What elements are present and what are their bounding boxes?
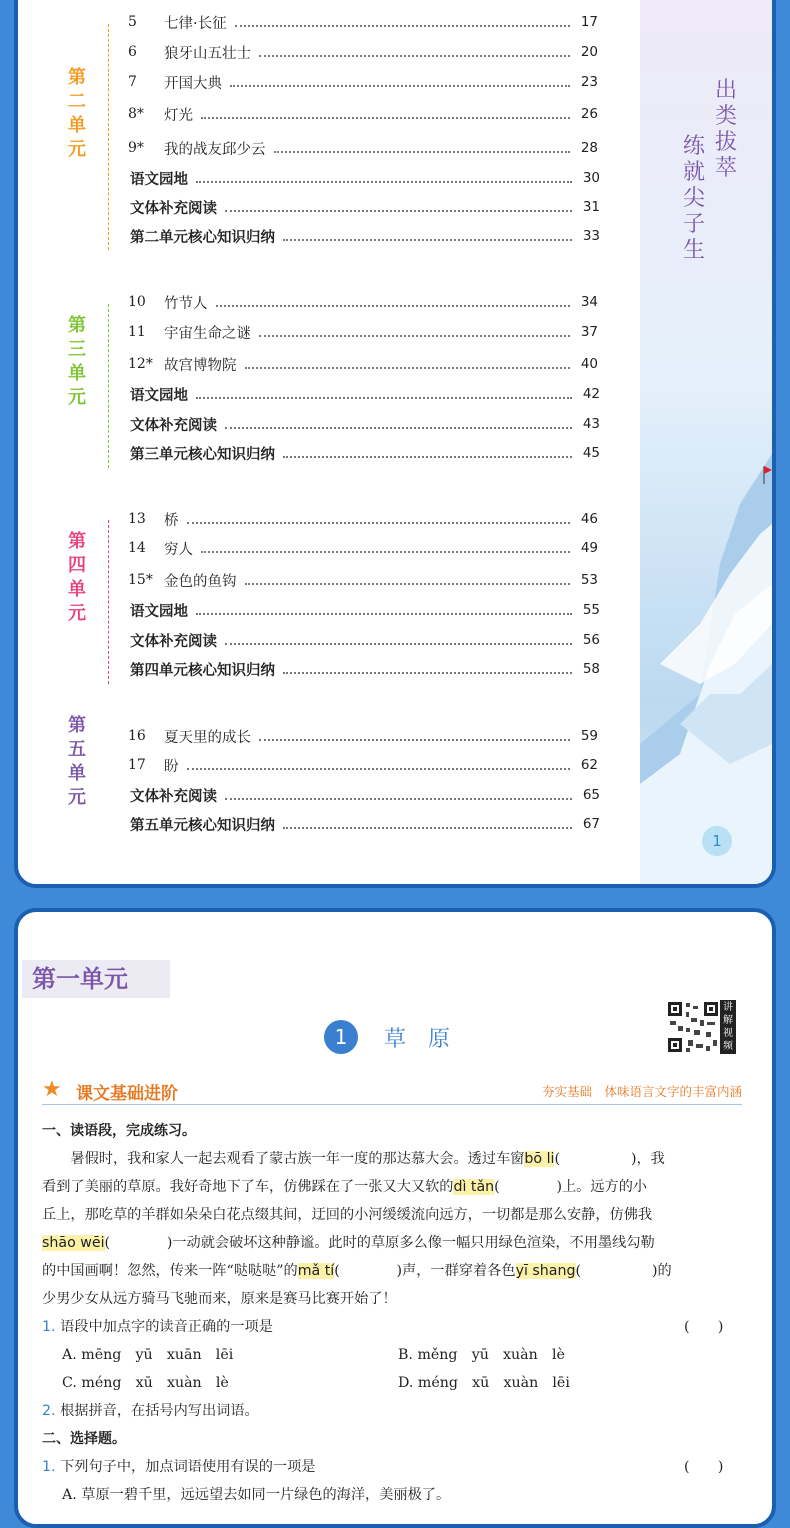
- toc-leader-dots: [201, 543, 570, 553]
- option-a[interactable]: A. mēng yū xuān lēi: [62, 1347, 234, 1363]
- toc-entry[interactable]: [128, 137, 598, 159]
- lesson-number-badge: 1: [324, 1020, 358, 1054]
- toc-entry[interactable]: [130, 599, 600, 621]
- passage-text: 看到了美丽的草原。我好奇地下了车，仿佛踩在了一张又大又软的: [42, 1179, 454, 1195]
- toc-leader-dots: [216, 297, 571, 307]
- section-tagline: 夯实基础 体味语言文字的丰富内涵: [541, 1084, 742, 1099]
- toc-entry-title: 第五单元核心知识归纳: [130, 817, 275, 834]
- passage-line-2: [42, 1176, 647, 1196]
- toc-entry[interactable]: [130, 167, 600, 189]
- pinyin-yishang: yī shang: [515, 1263, 576, 1279]
- qr-code-icon[interactable]: [666, 1000, 720, 1054]
- lesson-page: [14, 908, 776, 1528]
- option-c[interactable]: C. méng xū xuàn lè: [62, 1375, 229, 1391]
- toc-entry[interactable]: [130, 813, 600, 835]
- toc-entry-title: 文体补充阅读: [130, 417, 217, 434]
- toc-leader-dots: [230, 77, 570, 87]
- unit-label: 第二单元: [68, 67, 86, 160]
- toc-leader-dots: [201, 109, 570, 119]
- slogan-1: 出类拔萃: [714, 78, 737, 181]
- blank-5[interactable]: ( )的: [575, 1263, 672, 1279]
- toc-entry[interactable]: [128, 321, 598, 343]
- toc-leader-dots: [283, 664, 572, 674]
- pinyin-shaowei: shāo wēi: [42, 1235, 105, 1251]
- passage-line-3: 丘上，那吃草的羊群如朵朵白花点缀其间，迂回的小河缓缓流向远方，一切都是那么安静，仿佛我: [42, 1207, 653, 1223]
- toc-leader-dots: [259, 327, 570, 337]
- toc-entry-number: 6: [128, 44, 137, 60]
- toc-entry-title: 竹节人: [164, 295, 208, 312]
- toc-leader-dots: [259, 731, 570, 741]
- sub-question-text: 下列句子中，加点词语使用有误的一项是: [60, 1459, 316, 1475]
- blank-1[interactable]: ( )，我: [554, 1151, 665, 1167]
- toc-entry-title: 夏天里的成长: [164, 729, 251, 746]
- toc-entry-title: 文体补充阅读: [130, 788, 217, 805]
- toc-entry[interactable]: [128, 41, 598, 63]
- toc-entry-number: 15*: [128, 572, 153, 588]
- section-header: [42, 1078, 742, 1105]
- toc-leader-dots: [245, 359, 571, 369]
- page-number: 1: [702, 826, 732, 856]
- toc-leader-dots: [235, 17, 570, 27]
- toc-entry[interactable]: [128, 71, 598, 93]
- q2-sub-question-1: [42, 1456, 315, 1476]
- toc-leader-dots: [283, 231, 572, 241]
- toc-entry[interactable]: [130, 413, 600, 435]
- blank-3[interactable]: ( )一动就会破坏这种静谧。此时的草原多么像一幅只用绿色渲染，不用墨线勾勒: [104, 1235, 655, 1251]
- toc-entry-number: 5: [128, 14, 137, 30]
- toc-leader-dots: [187, 760, 571, 770]
- section-title: 课文基础进阶: [76, 1084, 178, 1104]
- blank-2[interactable]: ( )上。远方的小: [494, 1179, 648, 1195]
- toc-entry-page: 58: [582, 661, 600, 677]
- toc-entry-title: 宇宙生命之谜: [164, 325, 251, 342]
- toc-entry-page: 53: [580, 572, 598, 588]
- toc-entry-page: 46: [580, 511, 598, 527]
- toc-entry-title: 桥: [164, 512, 179, 529]
- toc-entry-page: 49: [580, 540, 598, 556]
- toc-entry-number: 9*: [128, 140, 144, 156]
- toc-leader-dots: [225, 202, 572, 212]
- toc-entry-page: 17: [580, 14, 598, 30]
- toc-entry-page: 59: [580, 728, 598, 744]
- answer-paren-2[interactable]: ( ): [684, 1459, 724, 1475]
- toc-entry-number: 11: [128, 324, 146, 340]
- toc-entry[interactable]: [130, 383, 600, 405]
- toc-entry[interactable]: [128, 508, 598, 530]
- toc-entry[interactable]: [128, 291, 598, 313]
- toc-entry-page: 30: [582, 170, 600, 186]
- toc-entry-page: 67: [582, 816, 600, 832]
- toc-leader-dots: [225, 635, 572, 645]
- toc-entry[interactable]: [128, 11, 598, 33]
- toc-leader-dots: [274, 143, 571, 153]
- toc-leader-dots: [196, 605, 572, 615]
- passage-line-5: [42, 1260, 672, 1280]
- toc-entry-title: 语文园地: [130, 603, 188, 620]
- toc-leader-dots: [283, 448, 572, 458]
- toc-entry[interactable]: [130, 225, 600, 247]
- toc-entry-title: 开国大典: [164, 75, 222, 92]
- unit-label: 第三单元: [68, 315, 86, 408]
- toc-entry-page: 42: [582, 386, 600, 402]
- passage-line-4: [42, 1232, 655, 1252]
- toc-page: [14, 0, 776, 888]
- passage-line-6: 少男少女从远方骑马飞驰而来，原来是赛马比赛开始了！: [42, 1291, 397, 1307]
- qr-video-label: 讲解视频: [720, 1000, 736, 1054]
- toc-leader-dots: [245, 575, 571, 585]
- toc-entry-number: 7: [128, 74, 137, 90]
- toc-entry-number: 17: [128, 757, 146, 773]
- sub-question-1: [42, 1316, 273, 1336]
- unit-divider-line: [108, 520, 109, 684]
- unit-divider-line: [108, 304, 109, 468]
- slogan-2: 练就尖子生: [682, 134, 705, 263]
- toc-entry-title: 文体补充阅读: [130, 200, 217, 217]
- toc-entry[interactable]: [128, 569, 598, 591]
- snow-mountain-image: [640, 364, 772, 884]
- passage-line-1: [42, 1148, 665, 1168]
- toc-entry-page: 20: [580, 44, 598, 60]
- unit-label: 第四单元: [68, 531, 86, 624]
- toc-entry-page: 37: [580, 324, 598, 340]
- toc-entry[interactable]: [128, 537, 598, 559]
- lesson-title: 草原: [384, 1026, 473, 1052]
- question-heading-2: 二、选择题。: [42, 1431, 126, 1447]
- sub-question-2: [42, 1400, 259, 1420]
- toc-entry[interactable]: [128, 103, 598, 125]
- side-decoration-panel: [640, 0, 772, 884]
- toc-entry-title: 第二单元核心知识归纳: [130, 229, 275, 246]
- toc-leader-dots: [225, 790, 572, 800]
- q2-option-a[interactable]: A. 草原一碧千里，远远望去如同一片绿色的海洋，美丽极了。: [62, 1487, 451, 1503]
- sub-question-number: 1.: [42, 1459, 56, 1475]
- toc-entry[interactable]: [130, 629, 600, 651]
- sub-question-text: 语段中加点字的读音正确的一项是: [60, 1319, 273, 1335]
- toc-leader-dots: [283, 819, 572, 829]
- unit-label: 第五单元: [68, 715, 86, 808]
- toc-entry[interactable]: [130, 658, 600, 680]
- toc-entry[interactable]: [128, 725, 598, 747]
- option-d[interactable]: D. méng xū xuàn lēi: [398, 1375, 570, 1391]
- toc-entry-page: 31: [582, 199, 600, 215]
- question-heading-1: 一、读语段，完成练习。: [42, 1123, 196, 1139]
- option-b[interactable]: B. měng yū xuàn lè: [398, 1347, 565, 1363]
- toc-entry-page: 62: [580, 757, 598, 773]
- blank-4[interactable]: ( )声，一群穿着各色: [334, 1263, 516, 1279]
- unit-divider-line: [108, 24, 109, 250]
- toc-entry-page: 55: [582, 602, 600, 618]
- toc-entry-title: 我的战友邱少云: [164, 141, 266, 158]
- toc-entry-title: 文体补充阅读: [130, 633, 217, 650]
- sub-question-text: 根据拼音，在括号内写出词语。: [60, 1403, 259, 1419]
- toc-entry-number: 8*: [128, 106, 144, 122]
- toc-entry-number: 16: [128, 728, 146, 744]
- toc-entry[interactable]: [128, 353, 598, 375]
- pinyin-mati: mǎ tí: [297, 1263, 335, 1279]
- toc-entry-title: 第三单元核心知识归纳: [130, 446, 275, 463]
- toc-leader-dots: [225, 419, 572, 429]
- toc-entry-number: 10: [128, 294, 146, 310]
- toc-entry-title: 金色的鱼钩: [164, 573, 237, 590]
- toc-entry[interactable]: [130, 442, 600, 464]
- toc-leader-dots: [196, 173, 572, 183]
- passage-text: 的中国画啊！忽然，传来一阵“哒哒哒”的: [42, 1263, 298, 1279]
- toc-entry-title: 七律·长征: [164, 15, 227, 32]
- toc-entry-number: 12*: [128, 356, 153, 372]
- answer-paren-1[interactable]: ( ): [684, 1319, 724, 1335]
- unit-banner: 第一单元: [22, 960, 170, 998]
- toc-entry[interactable]: [130, 196, 600, 218]
- toc-entry-title: 盼: [164, 758, 179, 775]
- toc-entry-title: 狼牙山五壮士: [164, 45, 251, 62]
- toc-entry-title: 穷人: [164, 541, 193, 558]
- toc-entry-page: 43: [582, 416, 600, 432]
- toc-entry-page: 28: [580, 140, 598, 156]
- toc-leader-dots: [196, 389, 572, 399]
- toc-entry[interactable]: [128, 754, 598, 776]
- toc-entry-title: 灯光: [164, 107, 193, 124]
- toc-entry-page: 23: [580, 74, 598, 90]
- pinyin-ditan: dì tǎn: [453, 1179, 495, 1195]
- toc-entry-number: 14: [128, 540, 146, 556]
- pinyin-boli: bō li: [524, 1151, 555, 1167]
- toc-entry-number: 13: [128, 511, 146, 527]
- toc-entry-title: 故宫博物院: [164, 357, 237, 374]
- toc-entry-title: 第四单元核心知识归纳: [130, 662, 275, 679]
- passage-text: 暑假时，我和家人一起去观看了蒙古族一年一度的那达慕大会。透过车窗: [42, 1151, 525, 1167]
- sub-question-number: 1.: [42, 1319, 56, 1335]
- star-icon: ★: [42, 1077, 62, 1102]
- toc-entry-page: 34: [580, 294, 598, 310]
- toc-entry-title: 语文园地: [130, 387, 188, 404]
- toc-entry-page: 65: [582, 787, 600, 803]
- toc-entry[interactable]: [130, 784, 600, 806]
- toc-leader-dots: [187, 514, 571, 524]
- sub-question-number: 2.: [42, 1403, 56, 1419]
- toc-entry-title: 语文园地: [130, 171, 188, 188]
- toc-entry-page: 33: [582, 228, 600, 244]
- toc-entry-page: 45: [582, 445, 600, 461]
- toc-entry-page: 40: [580, 356, 598, 372]
- lesson-heading: [324, 1020, 472, 1054]
- toc-entry-page: 26: [580, 106, 598, 122]
- toc-entry-page: 56: [582, 632, 600, 648]
- toc-leader-dots: [259, 47, 570, 57]
